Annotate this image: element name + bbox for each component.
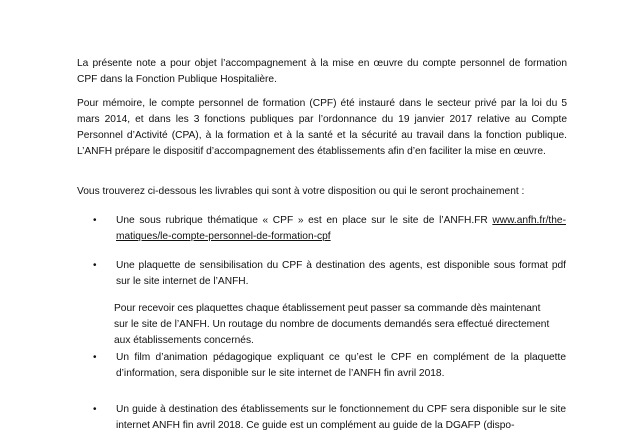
list-item: Un guide à destination des établissements sur le fonctionnement du CPF sera disponible sur le site internet ANFH fin avril 2018. Ce guide est un complément au guide de la DGAFP (dispo- (116, 404, 566, 431)
intro-paragraph: La présente note a pour objet l’accompagnement à la mise en œuvre du compte personnel de formation CPF dans la Fonction Publique Hospitalière. (77, 58, 567, 85)
bullet-icon: • (93, 215, 97, 226)
memo-paragraph: Pour mémoire, le compte personnel de formation (CPF) été instauré dans le secteur privé par la loi du 5 mars 2014, et dans les 3 fonctions publiques par l’ordonnance du 19 janvier 2017 relative au Compte Personnel d’Activité (CPA), à la formation et à la santé et la sécurité au travail dans la fonction publique. L’ANFH prépare le dispositif d’accompagnement des établissements afin d’en faciliter la mise en œuvre. (77, 98, 567, 157)
bullet-icon: • (93, 352, 97, 363)
anfh-cpf-link[interactable]: www.anfh.fr/the-matiques/le-compte-personnel-de-formation-cpf (116, 215, 566, 242)
list-item: Une plaquette de sensibilisation du CPF à destination des agents, est disponible sous format pdf sur le site internet de l’ANFH. (116, 260, 566, 287)
bullet-icon: • (93, 260, 97, 271)
list-item (116, 213, 566, 245)
list-item-note: Pour recevoir ces plaquettes chaque établissement peut passer sa commande dès maintenant sur le site de l’ANFH. Un routage du nombre de documents demandés sera effectué directement aux établissements concernés. (114, 303, 550, 346)
list-item-text: Une sous rubrique thématique « CPF » est en place sur le site de l’ANFH.FR (116, 215, 488, 226)
bullet-icon: • (93, 404, 97, 415)
deliverables-intro: Vous trouverez ci-dessous les livrables qui sont à votre disposition ou qui le seront prochainement : (77, 186, 525, 197)
list-item: Un film d’animation pédagogique expliquant ce qu’est le CPF en complément de la plaquette d’information, sera disponible sur le site internet de l’ANFH fin avril 2018. (116, 352, 566, 379)
